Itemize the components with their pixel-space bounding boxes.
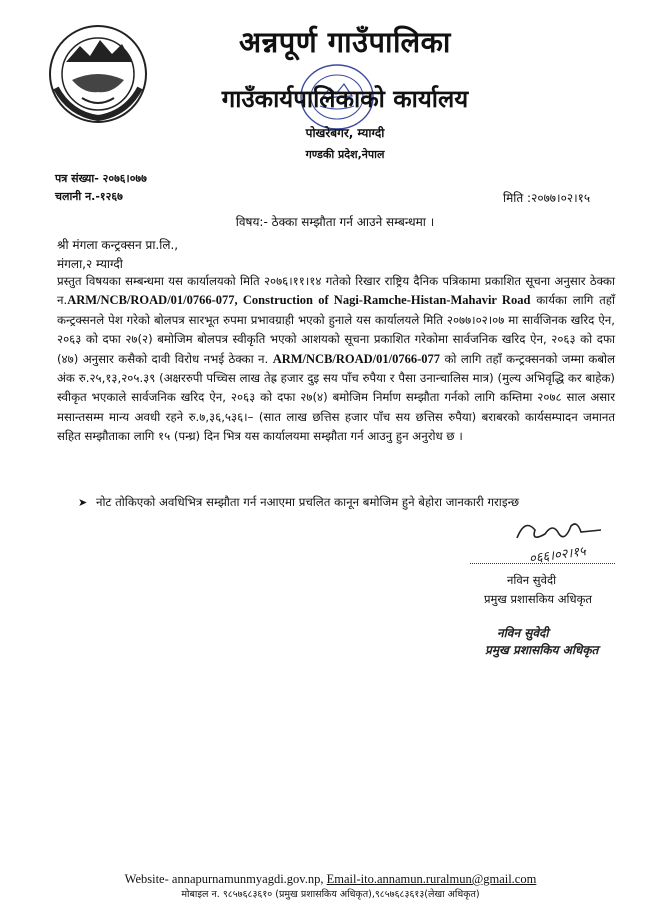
- patra-sankhya: पत्र संख्या- २०७६।०७७: [55, 172, 147, 185]
- footer-contact: [0, 872, 661, 887]
- office-name: गाउँकार्यपालिकाको कार्यालय: [221, 85, 469, 113]
- arrow-bullet-icon: ➤: [78, 496, 88, 509]
- subject-line: विषय:- ठेक्का सम्झौता गर्न आउने सम्बन्धमा ।: [235, 215, 435, 229]
- signature-line: [470, 563, 615, 564]
- contract-number-repeat: ARM/NCB/ROAD/01/0766-077: [272, 351, 441, 366]
- stamp-designation: प्रमुख प्रशासकिय अधिकृत: [485, 643, 599, 657]
- signatory-name: नविन सुवेदी: [507, 573, 557, 587]
- body-part-2: कार्यका लागि तहाँ कन्ट्रक्सनले पेश गरेको बोलपत्र सारभूत रुपमा प्रभावग्राही भएको हुनाले यस कार्यालयले मिति २०७७।०२।०७ मा सार्वजिनक खरिद ऐन, २०६३ को दफा २७(२) बमोजिम बोलपत्र स्वीकृति भएको आशयको सूचना प्रकाशित गरेकोमा सार्वजनिक खरिद ऐन, २०६३ को दफा (४७) अनुसार कसैको दावी विरोध नभई ठेक्का न.: [57, 293, 615, 366]
- letter-date: मिति :२०७७।०२।१५: [503, 191, 591, 205]
- org-name: अन्नपूर्ण गाउँपालिका: [239, 25, 451, 59]
- contract-number: ARM/NCB/ROAD/01/0766-077, Construction of Nagi-Ramche-Histan-Mahavir Road: [67, 293, 531, 308]
- office-address: पोखरेबगर, म्याग्दी: [305, 126, 385, 140]
- province: गण्डकी प्रदेश,नेपाल: [305, 148, 385, 161]
- signatory-designation: प्रमुख प्रशासकिय अधिकृत: [484, 592, 592, 606]
- body-part-1: प्रस्तुत विषयका सम्बन्धमा यस कार्यालयको मिति २०७६।११।१४ गतेको रिखार राष्ट्रिय दैनिक पत्रिकामा प्रकाशित सूचना अनुसार ठेक्का न.: [57, 274, 615, 308]
- nepal-emblem-icon: [46, 22, 150, 126]
- footer-phone: मोबाइल न. ९८५७६८३६१० (प्रमुख प्रशासकिय अधिकृत),९८५७६८३६१३(लेखा अधिकृत): [181, 889, 480, 900]
- footer-website: Website- annapurnamunmyagdi.gov.np,: [124, 872, 327, 886]
- footer-email[interactable]: Email-ito.annamun.ruralmun@gmail.com: [326, 872, 537, 886]
- note-text: नोट तोकिएको अवधिभित्र सम्झौता गर्न नआएमा प्रचलित कानून बमोजिम हुने बेहोरा जानकारी गराइन्छ: [96, 495, 520, 509]
- body-part-3: को लागि तहाँ कन्ट्रक्सनको जम्मा कबोल अंक रु.२५,१३,२०५.३९ (अक्षररुपी पच्चिस लाख तेह्र हजार दुइ सय पाँच रुपैया र पैसा उनान्चालिस मात्र) (मुल्य अभिवृद्धि कर बाहेक) स्वीकृत भएकाले सार्वजनिक खरिद ऐन, २०६३ को दफा २७(४) बमोजिम निर्माण सम्झौता गर्नको लागि कम्तिमा २०७८ साल असार मसान्तसम्म मान्य अवधी रहने रु.७,३६,५३६।– (सात लाख छत्तिस हजार पाँच सय छत्तिस रुपैया) बराबरको कार्यसम्पादन जमानत सहित सम्झौताका लागि १५ (पन्ध्र) दिन भित्र यस कार्यालयमा सम्झौता गर्न आउनु हुन अनुरोध छ ।: [57, 351, 615, 444]
- letter-body: [57, 272, 615, 447]
- note-paragraph: [78, 493, 616, 512]
- signature-date: ०६६।०२।१५: [528, 544, 587, 567]
- recipient-address: मंगला,२ म्याग्दी: [57, 257, 123, 271]
- chalani-number: चलानी न.-१२६७: [55, 190, 123, 203]
- handwritten-signature: [505, 512, 625, 568]
- stamp-name: नविन सुवेदी: [497, 626, 549, 640]
- recipient-name: श्री मंगला कन्ट्रक्सन प्रा.लि.,: [57, 238, 179, 252]
